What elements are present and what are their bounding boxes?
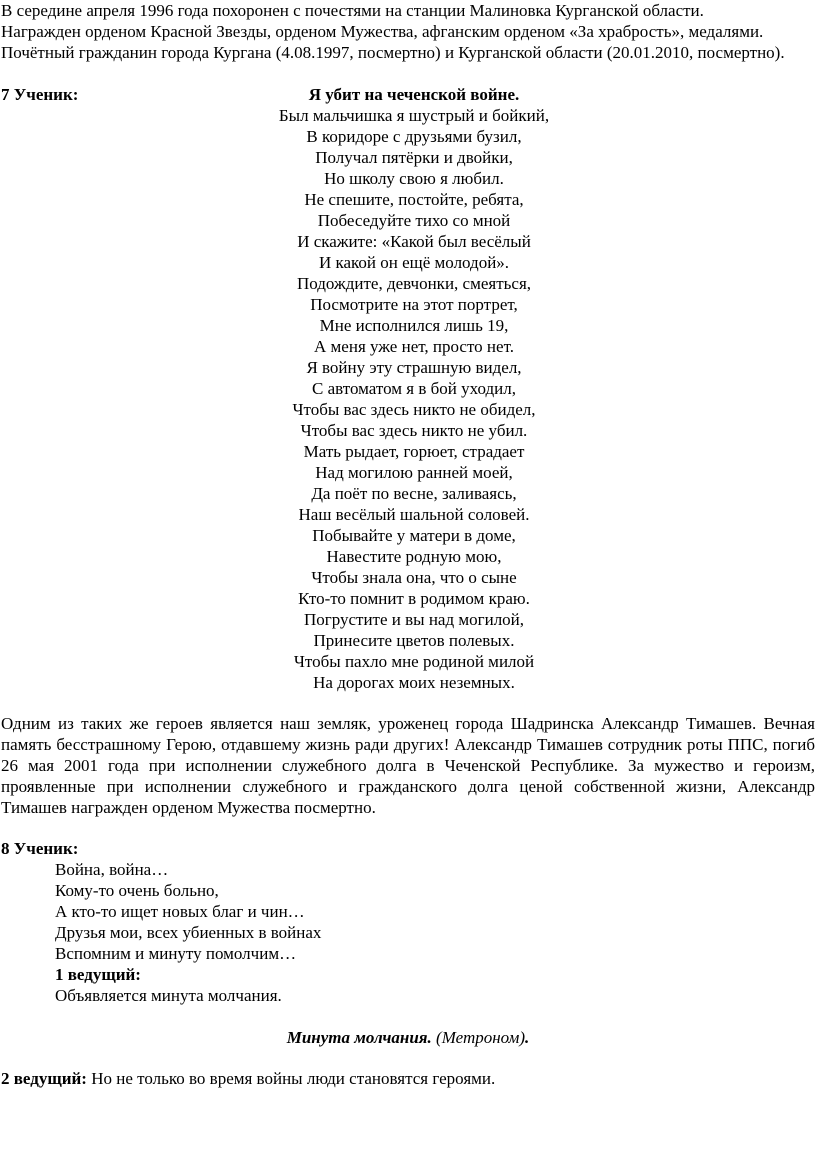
poem-line: Но школу свою я любил. — [324, 169, 504, 188]
verse-line: Друзья мои, всех убиенных в войнах — [55, 923, 322, 942]
verse-line: Кому-то очень больно, — [55, 881, 219, 900]
poem-line: Мать рыдает, горюет, страдает — [303, 442, 525, 461]
poem-line: Да поёт по весне, заливаясь, — [311, 484, 517, 503]
host-2-text: Но не только во время войны люди становятся героями. — [91, 1069, 496, 1088]
poem-title: Я убит на чеченской войне. — [308, 85, 520, 104]
verse-line: А кто-то ищет новых благ и чин… — [55, 902, 305, 921]
host-2 — [1, 1068, 815, 1089]
poem-line: На дорогах моих неземных. — [313, 673, 515, 692]
poem-line: Получал пятёрки и двойки, — [315, 148, 513, 167]
poem-line: Был мальчишка я шустрый и бойкий, — [278, 106, 550, 125]
verse-block — [1, 859, 815, 1006]
minute-of-silence — [1, 1027, 815, 1048]
speaker-label: 1 ведущий: — [55, 965, 141, 984]
poem-line: В коридоре с друзьями бузил, — [306, 127, 522, 146]
poem-line: Над могилою ранней моей, — [315, 463, 513, 482]
poem-line: С автоматом я в бой уходил, — [312, 379, 516, 398]
poem-line: Чтобы вас здесь никто не убил. — [300, 421, 528, 440]
intro-line: Почётный гражданин города Кургана (4.08.1997, посмертно) и Курганской области (20.01.2010, посмертно). — [1, 43, 785, 62]
minute-title: Минута молчания. — [286, 1028, 432, 1047]
speaker-label: 8 Ученик: — [1, 839, 79, 858]
poem-lines — [13, 105, 815, 693]
intro-line: В середине апреля 1996 года похоронен с почестями на станции Малиновка Курганской области. — [1, 1, 704, 20]
verse-line: Война, война… — [55, 860, 169, 879]
poem-line: Подождите, девчонки, смеяться, — [296, 274, 532, 293]
poem-line: Я войну эту страшную видел, — [306, 358, 522, 377]
poem-line: Чтобы знала она, что о сыне — [311, 568, 517, 587]
poem-line: Наш весёлый шальной соловей. — [298, 505, 530, 524]
poem-line: Погрустите и вы над могилой, — [303, 610, 525, 629]
poem-line: Навестите родную мою, — [326, 547, 502, 566]
poem-line: Принесите цветов полевых. — [313, 631, 515, 650]
minute-end: . — [525, 1028, 530, 1047]
poem-line: Чтобы вас здесь никто не обидел, — [292, 400, 536, 419]
speaker-label: 2 ведущий: — [1, 1069, 87, 1088]
verse-lines — [55, 859, 815, 964]
section-student-7 — [1, 84, 815, 693]
metronome-note: (Метроном) — [436, 1028, 526, 1047]
poem-line: Побеседуйте тихо со мной — [317, 211, 511, 230]
poem-line: Мне исполнился лишь 19, — [319, 316, 509, 335]
hero-paragraph: Одним из таких же героев является наш земляк, уроженец города Шадринска Александр Тимашев. Вечная память бесстрашному Герою, отдавшему жизнь ради других! Александр Тимашев сотрудник роты ППС, погиб 26 мая 2001 года при исполнении служебного долга в Чеченской Республике. За мужество и героизм, проявленные при исполнении служебного и гражданского долга ценой собственной жизни, Александр Тимашев награжден орденом Мужества посмертно. — [1, 714, 815, 817]
poem-line: Побывайте у матери в доме, — [312, 526, 516, 545]
poem-line: Не спешите, постойте, ребята, — [304, 190, 524, 209]
verse-line: Вспомним и минуту помолчим… — [55, 944, 297, 963]
host-1-text: Объявляется минута молчания. — [55, 986, 282, 1005]
intro-text — [1, 0, 815, 63]
section-student-8 — [1, 838, 815, 1006]
poem-line: А меня уже нет, просто нет. — [314, 337, 514, 356]
host-1 — [55, 964, 815, 1006]
poem — [1, 84, 815, 693]
poem-line: Посмотрите на этот портрет, — [310, 295, 518, 314]
speaker-label: 7 Ученик: — [1, 85, 79, 104]
intro-line: Награжден орденом Красной Звезды, орденом Мужества, афганским орденом «За храбрость», медалями. — [1, 22, 764, 41]
poem-line: И скажите: «Какой был весёлый — [297, 232, 531, 251]
poem-line: Кто-то помнит в родимом краю. — [298, 589, 530, 608]
poem-line: Чтобы пахло мне родиной милой — [293, 652, 535, 671]
poem-line: И какой он ещё молодой». — [318, 253, 510, 272]
